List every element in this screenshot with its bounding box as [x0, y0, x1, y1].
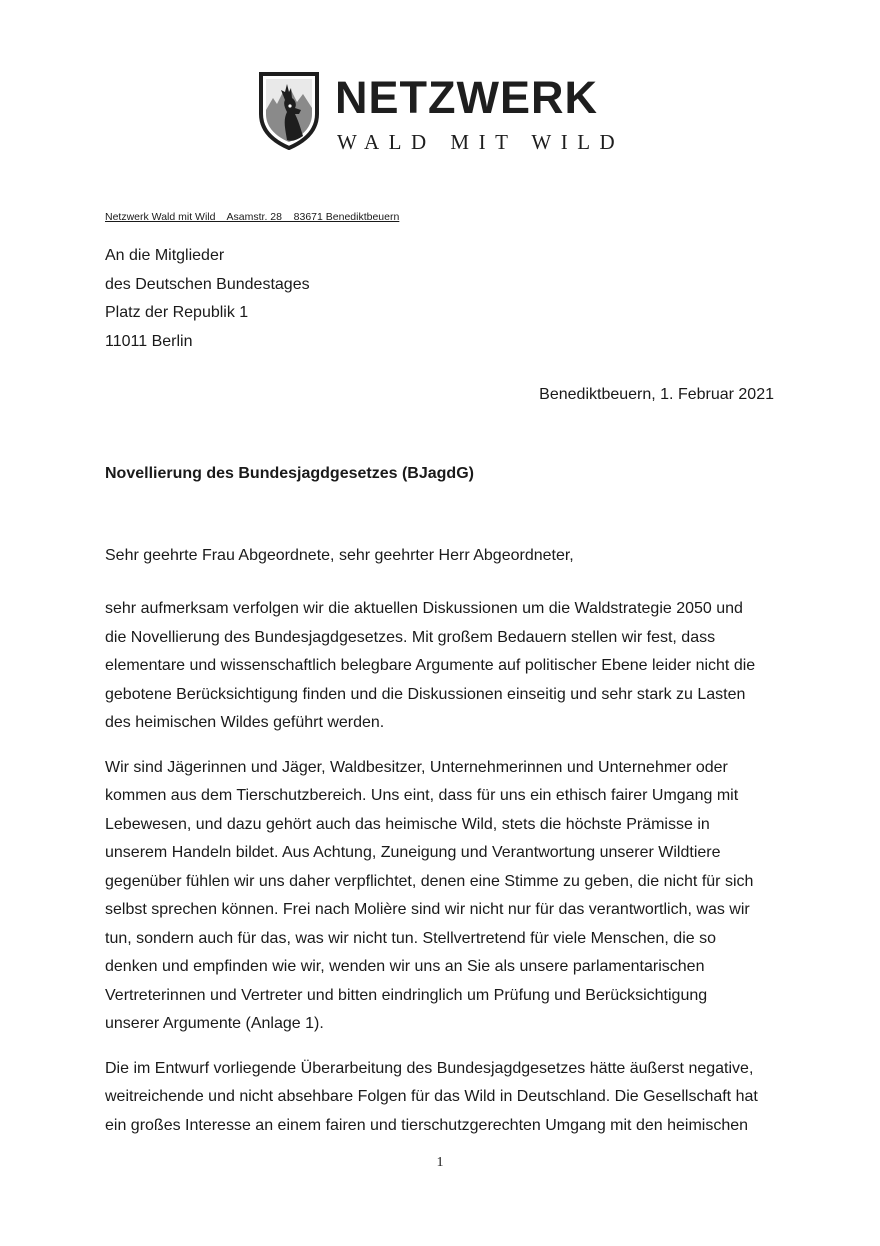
text-line: unserem Handeln bildet. Aus Achtung, Zuneigung und Verantwortung unserer Wildtiere: [105, 844, 721, 861]
letter-subject: Novellierung des Bundesjagdgesetzes (BJagdG): [105, 465, 474, 482]
text-line: kommen aus dem Tierschutzbereich. Uns eint, dass für uns ein ethisch fairer Umgang mit: [105, 787, 739, 804]
salutation: Sehr geehrte Frau Abgeordnete, sehr geehrter Herr Abgeordneter,: [105, 547, 574, 564]
text-line: selbst sprechen können. Frei nach Molière sind wir nicht nur für das verantwortlich, was wir: [105, 901, 750, 918]
text-line: gegenüber fühlen wir uns daher verpflichtet, denen eine Stimme zu geben, die nicht für sich: [105, 872, 754, 890]
page-number: 1: [436, 1155, 444, 1170]
deer-shield-icon: [257, 70, 321, 150]
text-line: des heimischen Wildes geführt werden.: [105, 714, 385, 731]
paragraph: [105, 754, 775, 1039]
paragraph: [105, 595, 775, 738]
text-line: elementare und wissenschaftlich belegbare Argumente auf politischer Ebene leider nicht die: [105, 657, 756, 674]
recipient-line: Platz der Republik 1: [105, 304, 249, 321]
text-line: sehr aufmerksam verfolgen wir die aktuellen Diskussionen um die Waldstrategie 2050 und: [105, 600, 743, 617]
letter-body: [105, 595, 775, 1156]
text-line: Wir sind Jägerinnen und Jäger, Waldbesitzer, Unternehmerinnen und Unternehmer oder: [105, 758, 728, 776]
recipient-address: [105, 242, 310, 356]
sender-address-line: Netzwerk Wald mit Wild Asamstr. 28 83671 Benediktbeuern: [105, 211, 400, 223]
recipient-line: 11011 Berlin: [105, 332, 193, 350]
logo-name: NETZWERK: [335, 72, 598, 123]
logo-tagline: WALD MIT WILD: [337, 130, 625, 154]
recipient-line: des Deutschen Bundestages: [105, 275, 310, 293]
text-line: Die im Entwurf vorliegende Überarbeitung des Bundesjagdgesetzes hätte äußerst negative,: [105, 1059, 754, 1077]
letter-date: Benediktbeuern, 1. Februar 2021: [539, 386, 774, 403]
text-line: ein großes Interesse an einem fairen und tierschutzgerechten Umgang mit den heimischen: [105, 1116, 749, 1134]
text-line: denken und empfinden wie wir, wenden wir uns an Sie als unsere parlamentarischen: [105, 958, 705, 975]
text-line: weitreichende und nicht absehbare Folgen für das Wild in Deutschland. Die Gesellschaft hat: [105, 1088, 758, 1105]
recipient-line: An die Mitglieder: [105, 247, 225, 264]
text-line: Lebewesen, und dazu gehört auch das heimische Wild, stets die höchste Prämisse in: [105, 815, 710, 833]
paragraph: [105, 1055, 775, 1141]
text-line: die Novellierung des Bundesjagdgesetzes. Mit großem Bedauern stellen wir fest, dass: [105, 628, 716, 646]
text-line: unserer Argumente (Anlage 1).: [105, 1015, 324, 1032]
text-line: tun, sondern auch für das, was wir nicht tun. Stellvertretend für viele Menschen, die so: [105, 929, 716, 947]
text-line: gebotene Berücksichtigung finden und die Diskussionen einseitig und sehr stark zu Lasten: [105, 685, 746, 703]
logo: [257, 70, 624, 152]
logo-text: [335, 72, 625, 154]
text-line: Vertreterinnen und Vertreter und bitten eindringlich um Prüfung und Berücksichtigung: [105, 986, 708, 1004]
